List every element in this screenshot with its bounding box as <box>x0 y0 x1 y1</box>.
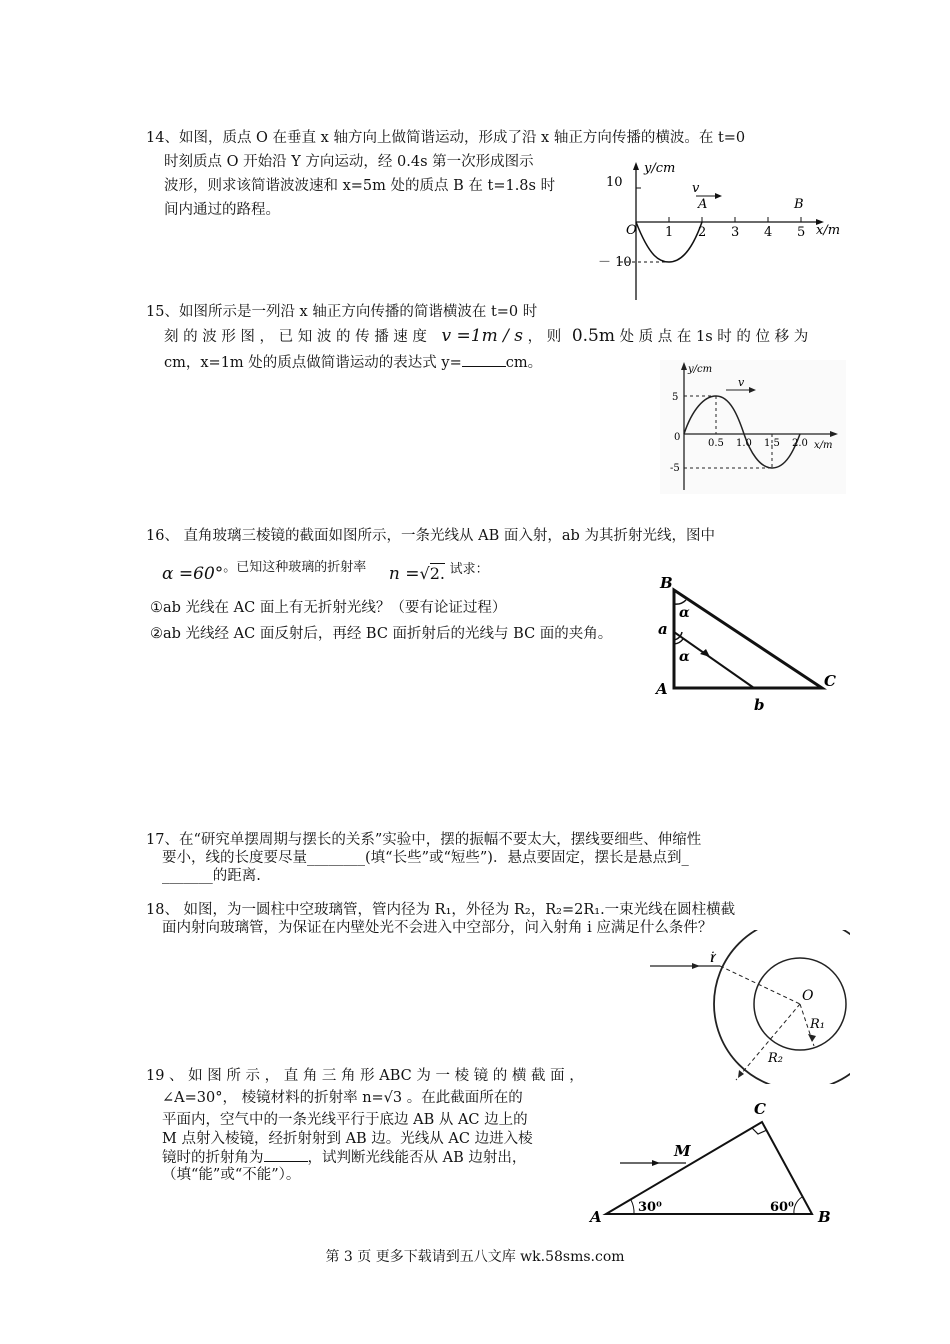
q19-label-c: C <box>754 1100 766 1118</box>
q19-angle-a-label: 30⁰ <box>638 1200 662 1215</box>
q14-origin-label: O <box>626 223 637 238</box>
q14-x-tick: 5 <box>797 225 806 240</box>
page-footer: 第 3 页 更多下载请到五八文库 wk.58sms.com <box>325 1249 625 1265</box>
q16-label-point-b: b <box>754 696 765 714</box>
q19-line6: （填“能”或“不能”）。 <box>162 1167 301 1183</box>
q19-line3: 平面内，空气中的一条光线平行于底边 AB 从 AC 边上的 <box>162 1112 528 1128</box>
q17-line1: 17、在“研究单摆周期与摆长的关系”实验中，摆的振幅不要太大，摆线要细些、伸缩性 <box>146 832 702 848</box>
q19-prism-figure <box>582 1094 842 1230</box>
q14-wave-figure <box>598 158 848 304</box>
q14-y-axis-label: y/cm <box>644 161 676 176</box>
q14-y-top-label: 10 <box>606 175 623 190</box>
q15-x-tick: 1.5 <box>764 438 780 449</box>
q14-x-tick: 4 <box>764 225 773 240</box>
q14-line4: 间内通过的路程。 <box>164 202 280 218</box>
q14-point-a-label: A <box>698 197 708 212</box>
q19-answer-blank <box>264 1145 308 1162</box>
q16-alpha-label: α <box>679 649 690 665</box>
q14-x-tick: 3 <box>731 225 740 240</box>
q18-r1-label: R₁ <box>810 1017 825 1032</box>
q16-sub1: ①ab 光线在 AC 面上有无折射光线？（要有论证过程） <box>150 600 507 616</box>
q18-line1: 18、 如图，为一圆柱中空玻璃管，管内径为 R₁，外径为 R₂，R₂=2R₁.一束光线在圆柱横截 <box>146 902 736 918</box>
q19-line5: 镜时的折射角为 ，试判断光线能否从 AB 边射出， <box>162 1145 526 1170</box>
q15-line2: 刻 的 波 形 图 ， 已 知 波 的 传 播 速 度 v =1m / s ， 则 0.5m 处 质 点 在 1s 时 的 位 移 为 <box>164 326 809 346</box>
q15-y-axis-label: y/cm <box>688 364 713 375</box>
q15-x-axis-label: x/m <box>814 440 833 451</box>
q18-glass-tube-figure <box>640 930 850 1084</box>
q14-x-tick: 2 <box>698 225 707 240</box>
q16-prism-figure <box>652 570 848 716</box>
q18-angle-i-label: i <box>710 950 715 966</box>
q15-velocity-label: v <box>738 376 745 389</box>
q16-label-a-vertex: A <box>656 680 668 698</box>
q16-alpha-label: α <box>679 605 690 621</box>
q15-y-bottom-label: -5 <box>670 463 680 474</box>
q15-wave-figure <box>660 360 846 494</box>
q15-answer-blank <box>462 350 506 367</box>
q15-x-tick: 2.0 <box>792 438 808 449</box>
q19-label-a: A <box>590 1208 602 1226</box>
q19-line2: ∠A=30°， 棱镜材料的折射率 n=√3 。在此截面所在的 <box>162 1090 523 1106</box>
q14-x-tick: 1 <box>665 225 674 240</box>
q16-triangle <box>674 590 822 688</box>
q15-line3: cm，x=1m 处的质点做简谐运动的表达式 y= cm。 <box>164 350 542 375</box>
q16-label-point-a: a <box>658 620 668 638</box>
q15-line1: 15、如图所示是一列沿 x 轴正方向传播的简谐横波在 t=0 时 <box>146 304 538 320</box>
q14-line1: 14、如图，质点 O 在垂直 x 轴方向上做简谐运动，形成了沿 x 轴正方向传播的横波。在 t=0 <box>146 130 746 146</box>
q18-r2-label: R₂ <box>768 1051 783 1066</box>
q14-point-b-label: B <box>794 197 804 212</box>
q16-line2: α =60°。已知这种玻璃的折射率 n =√2. 试求： <box>162 560 489 584</box>
q15-x-tick: 1.0 <box>736 438 752 449</box>
q15-origin-label: 0 <box>674 432 681 443</box>
q19-label-b: B <box>818 1208 831 1226</box>
q14-line3: 波形，则求该简谐波波速和 x=5m 处的质点 B 在 t=1.8s 时 <box>164 178 556 194</box>
q14-velocity-label: v <box>692 181 700 196</box>
q15-y-top-label: 5 <box>672 392 679 403</box>
q19-label-m: M <box>674 1142 691 1160</box>
q16-line1: 16、 直角玻璃三棱镜的截面如图所示，一条光线从 AB 面入射，ab 为其折射光线，图中 <box>146 528 715 544</box>
q16-sub2: ②ab 光线经 AC 面反射后，再经 BC 面折射后的光线与 BC 面的夹角。 <box>150 626 613 642</box>
q19-angle-b-label: 60⁰ <box>770 1200 794 1215</box>
q17-line3: _______的距离. <box>162 868 261 884</box>
q16-label-c-vertex: C <box>824 672 836 690</box>
q14-line2: 时刻质点 O 开始沿 Y 方向运动，经 0.4s 第一次形成图示 <box>164 154 534 170</box>
q19-line1: 19 、 如 图 所 示 ， 直 角 三 角 形 ABC 为 一 棱 镜 的 横 截 面 ， <box>146 1068 584 1084</box>
q14-y-bottom-label: － 10 <box>598 255 632 270</box>
q16-label-b-vertex: B <box>660 574 673 592</box>
q18-center-label: O <box>802 988 814 1004</box>
q19-line4: M 点射入棱镜，经折射射到 AB 边。光线从 AC 边进入棱 <box>162 1131 533 1147</box>
q18-line2: 面内射向玻璃管，为保证在内壁处光不会进入中空部分，问入射角 i 应满足什么条件？ <box>162 920 713 936</box>
q15-x-tick: 0.5 <box>708 438 724 449</box>
q14-x-axis-label: x/m <box>816 223 841 238</box>
q17-line2: 要小，线的长度要尽量________(填“长些”或“短些”)．悬点要固定，摆长是悬点到_ <box>162 850 689 866</box>
